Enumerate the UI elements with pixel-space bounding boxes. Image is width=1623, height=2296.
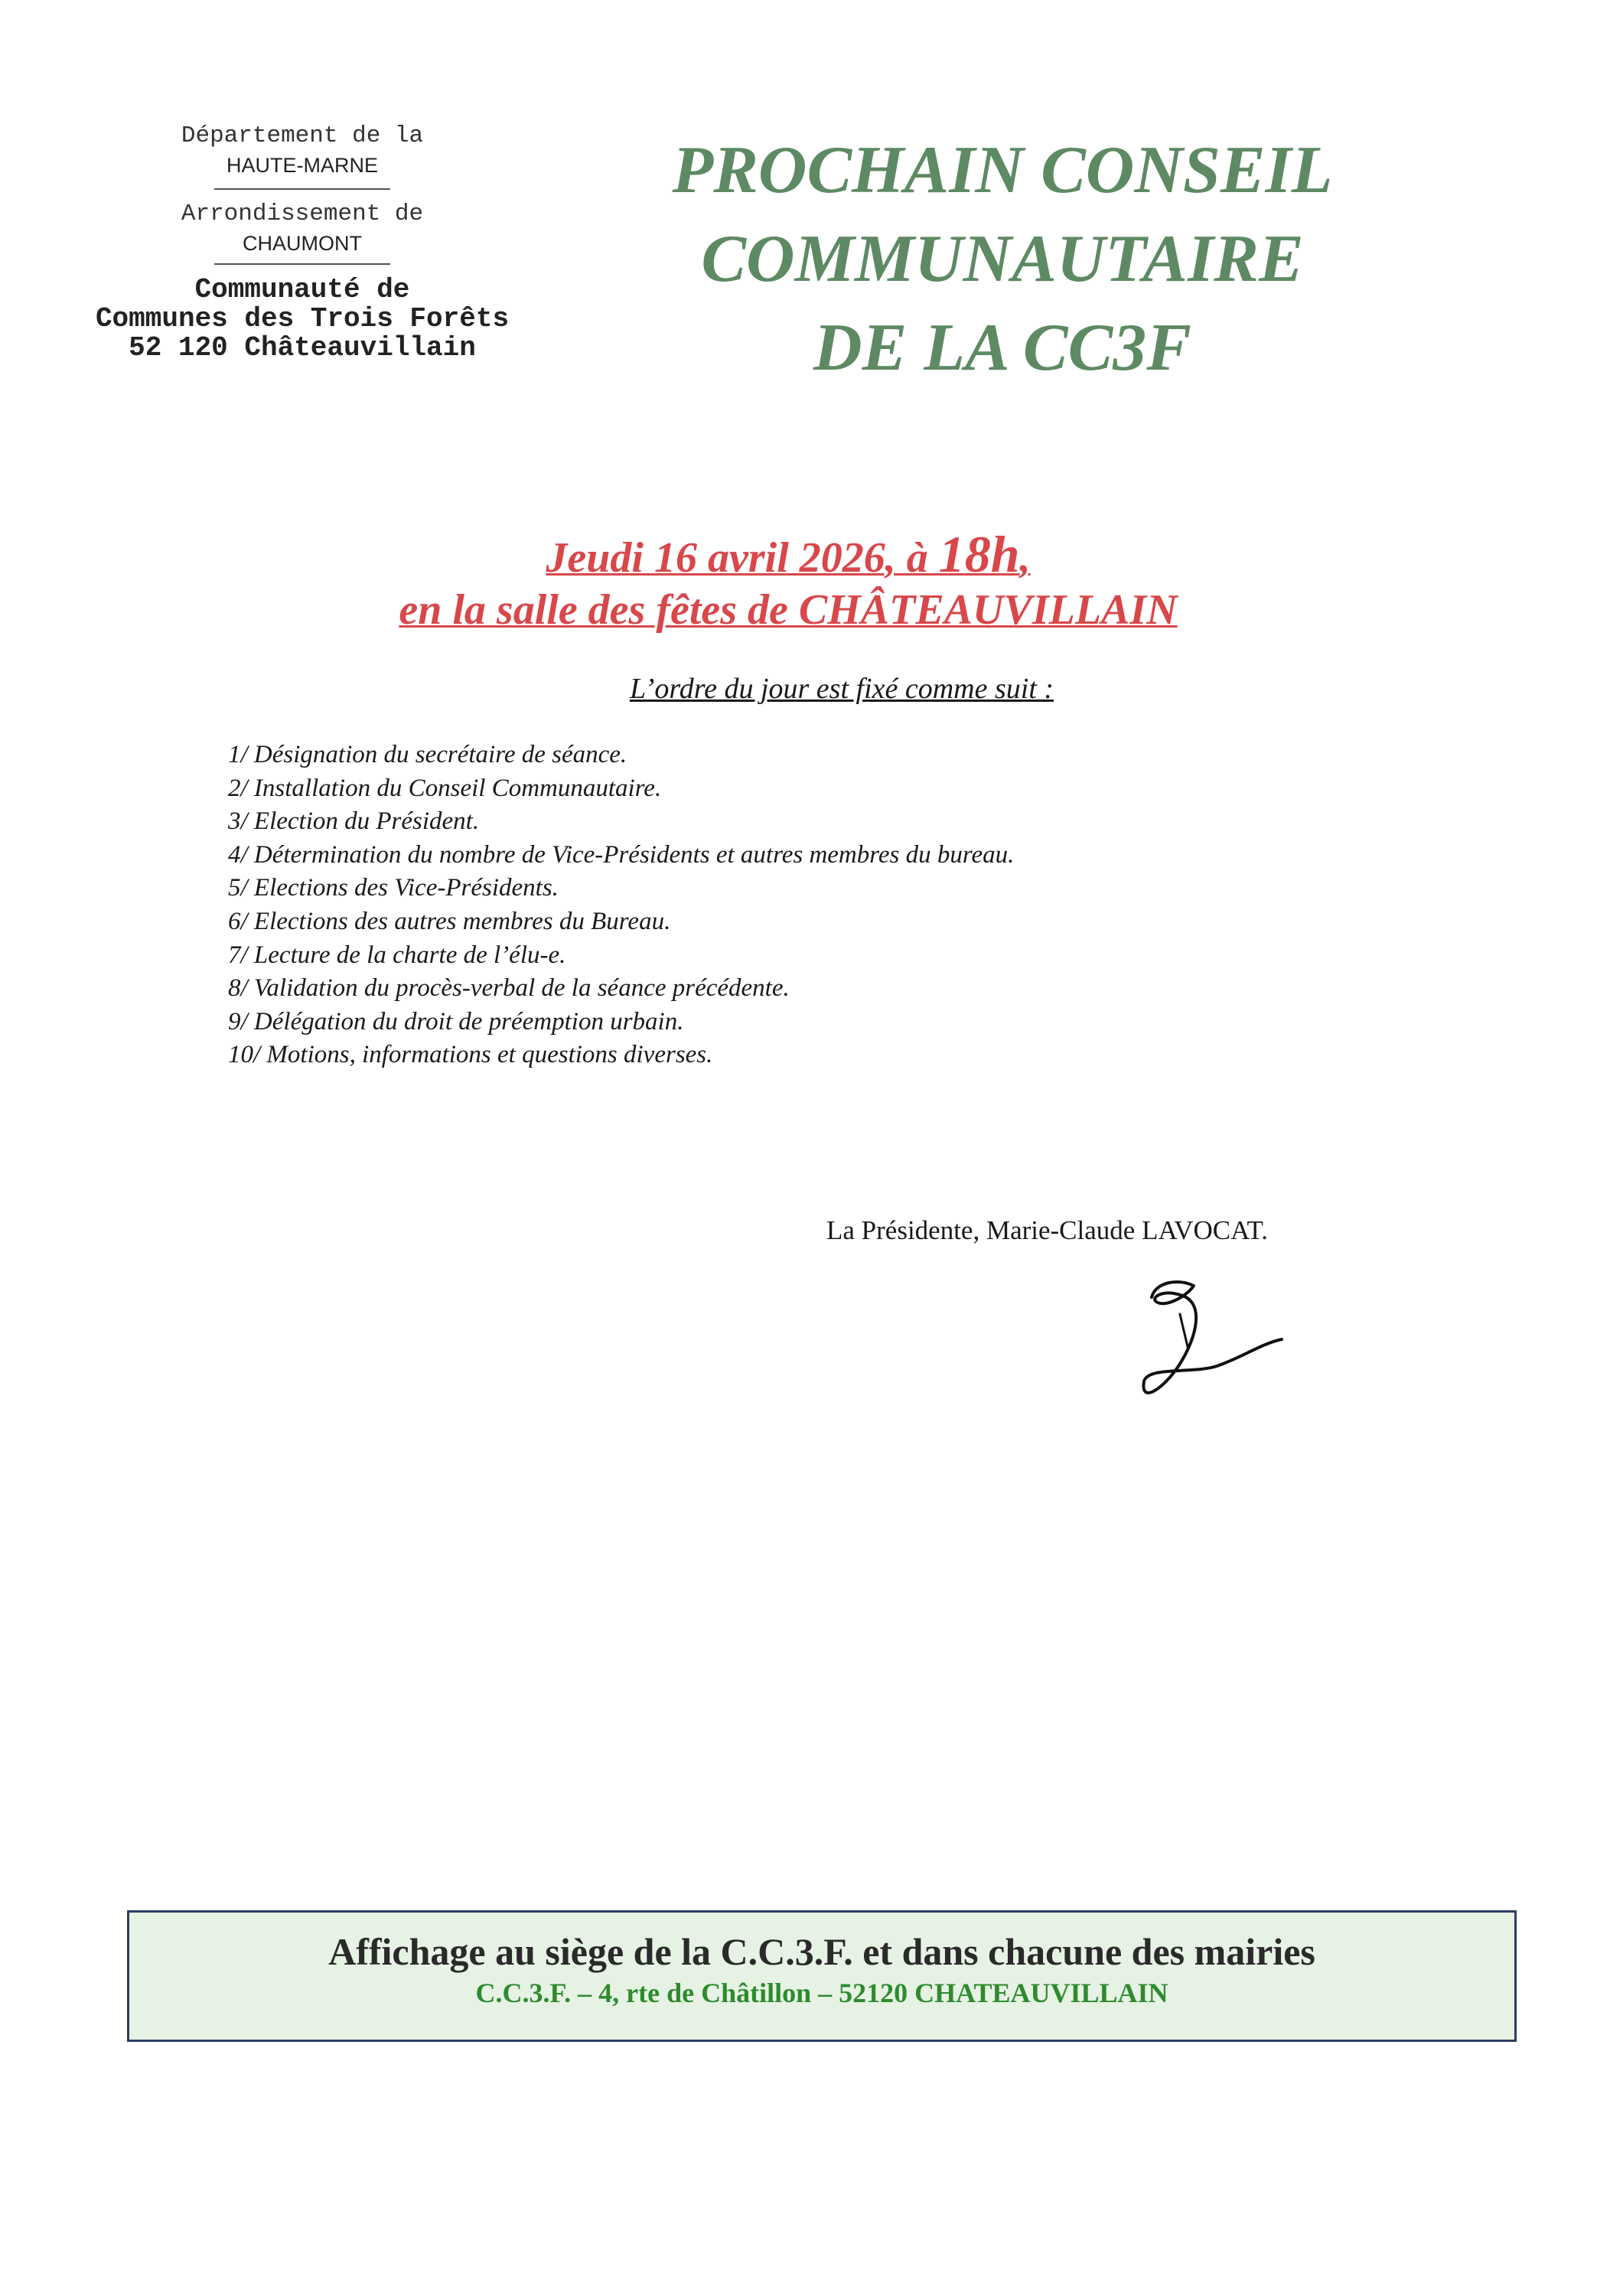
header-divider xyxy=(214,263,390,265)
cc-name-line2: Communes des Trois Forêts xyxy=(95,303,510,334)
meeting-date-suffix: , xyxy=(1019,534,1031,582)
agenda-item: 10/ Motions, informations et questions diverses. xyxy=(228,1041,713,1069)
meeting-place: en la salle des fêtes de CHÂTEAUVILLAIN xyxy=(399,586,1178,634)
cc-address: 52 120 Châteauvillain xyxy=(129,332,476,364)
handwritten-signature xyxy=(1133,1267,1301,1412)
cc3f-address: C.C.3.F. – 4, rte de Châtillon – 52120 CHATEAUVILLAIN xyxy=(475,1978,1168,2008)
meeting-time: 18h xyxy=(938,525,1020,583)
agenda-item: 8/ Validation du procès-verbal de la séance précédente. xyxy=(228,974,790,1003)
agenda-list xyxy=(228,739,1014,1072)
agenda-item: 6/ Elections des autres membres du Bureau. xyxy=(228,907,671,935)
departement-name: HAUTE-MARNE xyxy=(226,154,378,177)
agenda-intro: L’ordre du jour est fixé comme suit : xyxy=(629,673,1054,705)
agenda-item: 1/ Désignation du secrétaire de séance. xyxy=(228,741,627,768)
title-line3: DE LA CC3F xyxy=(813,311,1191,385)
meeting-date-prefix: Jeudi 16 avril 2026, à xyxy=(546,534,939,582)
signatory-name: La Présidente, Marie-Claude LAVOCAT. xyxy=(826,1215,1269,1245)
posting-notice-box xyxy=(127,1910,1517,2042)
agenda-item: 5/ Elections des Vice-Présidents. xyxy=(228,874,559,902)
agenda-item: 4/ Détermination du nombre de Vice-Présidents et autres membres du bureau. xyxy=(228,840,1015,869)
meeting-info xyxy=(199,525,1377,636)
administrative-header xyxy=(69,121,536,363)
agenda-item: 7/ Lecture de la charte de l’élu-e. xyxy=(228,941,566,969)
title-line2: COMMUNAUTAIRE xyxy=(701,222,1304,296)
departement-label: Département de la xyxy=(181,122,424,149)
arrondissement-name: CHAUMONT xyxy=(243,232,362,255)
arrondissement-label: Arrondissement de xyxy=(181,201,424,227)
agenda-item: 2/ Installation du Conseil Communautaire. xyxy=(228,774,662,802)
page-title xyxy=(597,126,1408,393)
cc-name-line1: Communauté de xyxy=(194,274,410,305)
agenda-item: 3/ Election du Président. xyxy=(228,807,480,836)
title-line1: PROCHAIN CONSEIL xyxy=(672,133,1333,207)
meeting-date xyxy=(199,525,1377,584)
agenda-item: 9/ Délégation du droit de préemption urbain. xyxy=(228,1007,684,1035)
posting-notice: Affichage au siège de la C.C.3.F. et dans chacune des mairies xyxy=(328,1930,1315,1973)
header-divider xyxy=(214,188,390,190)
